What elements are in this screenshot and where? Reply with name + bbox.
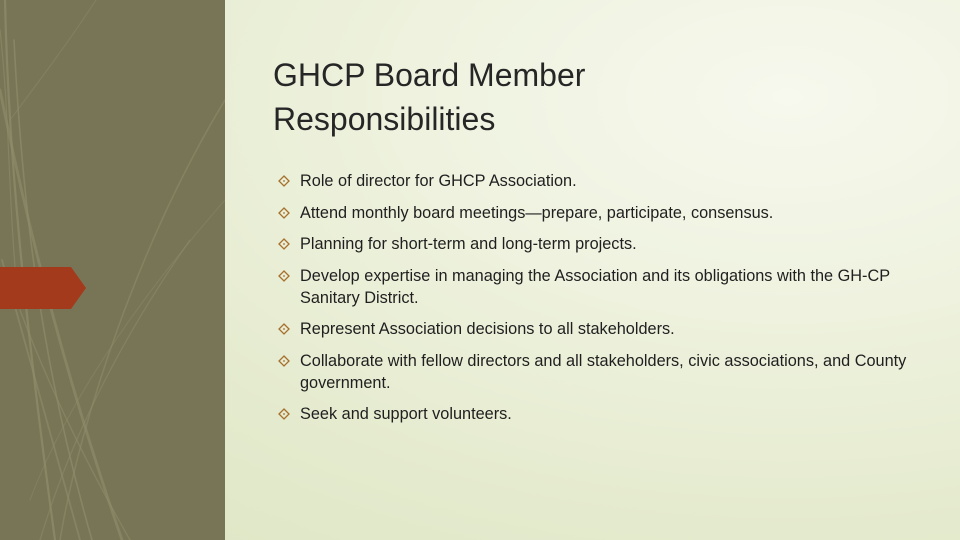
slide-title xyxy=(273,53,893,141)
accent-arrow-tab xyxy=(0,267,86,309)
bullet-text: Seek and support volunteers. xyxy=(300,405,512,423)
bullet-item xyxy=(276,265,916,309)
bullet-text: Role of director for GHCP Association. xyxy=(300,172,577,190)
slide-title-line-2: Responsibilities xyxy=(273,101,496,137)
bullet-text: Develop expertise in managing the Association and its obligations with the GH-CP Sanitary District. xyxy=(300,266,890,307)
bullet-text: Represent Association decisions to all stakeholders. xyxy=(300,320,675,338)
bullet-text: Planning for short-term and long-term projects. xyxy=(300,235,637,253)
bullet-item xyxy=(276,202,916,224)
bullet-item xyxy=(276,318,916,340)
slide-title-line-1: GHCP Board Member xyxy=(273,57,586,93)
diamond-bullet-icon xyxy=(278,408,290,420)
bullet-item xyxy=(276,350,916,394)
diamond-bullet-icon xyxy=(278,175,290,187)
diamond-bullet-icon xyxy=(278,270,290,282)
diamond-bullet-icon xyxy=(278,238,290,250)
bullet-item xyxy=(276,233,916,255)
diamond-bullet-icon xyxy=(278,323,290,335)
diamond-bullet-icon xyxy=(278,207,290,219)
bullet-text: Attend monthly board meetings—prepare, participate, consensus. xyxy=(300,203,774,222)
accent-arrow-shape xyxy=(0,267,86,309)
bullet-item xyxy=(276,170,916,192)
bullet-item xyxy=(276,403,916,425)
bullet-text: Collaborate with fellow directors and all stakeholders, civic associations, and County government. xyxy=(300,351,907,392)
bullet-list xyxy=(276,170,916,435)
diamond-bullet-icon xyxy=(278,355,290,367)
